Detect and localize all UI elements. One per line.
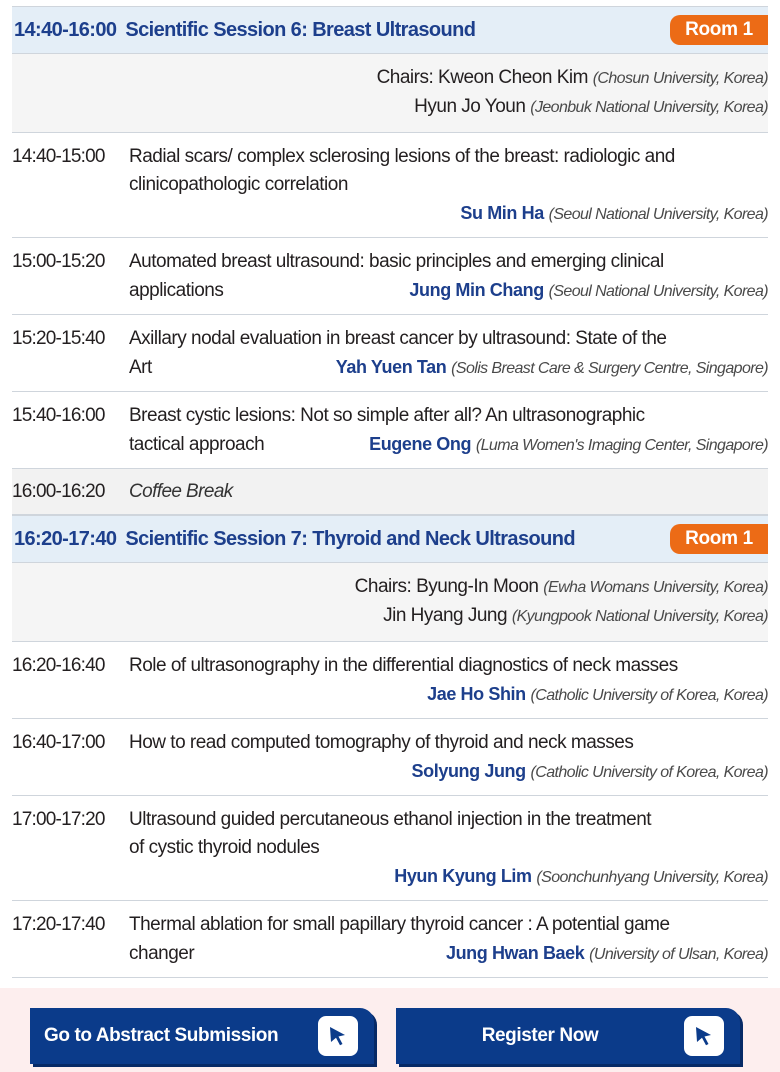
- session-header: [12, 6, 768, 54]
- chair-line: [12, 602, 768, 631]
- session-name: Scientific Session 7: Thyroid and Neck Ultrasound: [125, 527, 575, 550]
- speaker-affiliation: (Solis Breast Care & Surgery Centre, Singapore): [451, 360, 768, 377]
- register-now-label: Register Now: [481, 1025, 599, 1046]
- speaker-affiliation: (Seoul National University, Korea): [548, 206, 768, 223]
- chair-affiliation: (Kyungpook National University, Korea): [511, 608, 768, 625]
- talk-time: 15:20-15:40: [12, 328, 105, 349]
- talk-time: 14:40-15:00: [12, 146, 105, 167]
- talk-row: [12, 392, 768, 469]
- session-title: [14, 528, 575, 551]
- register-now-button[interactable]: [396, 1008, 740, 1064]
- chair-affiliation: (Chosun University, Korea): [592, 70, 768, 87]
- talk-title: Radial scars/ complex sclerosing lesions of the breast: radiologic and: [129, 146, 675, 167]
- talk-row: [12, 238, 768, 315]
- talk-title-cont: Art: [129, 357, 152, 378]
- talk-time: 15:40-16:00: [12, 405, 105, 426]
- talk-title: Axillary nodal evaluation in breast cancer by ultrasound: State of the: [129, 328, 667, 349]
- talk-title: Thermal ablation for small papillary thyroid cancer : A potential game: [129, 914, 670, 935]
- speaker-name: Jung Min Chang: [409, 280, 544, 300]
- abstract-submission-button[interactable]: [30, 1008, 374, 1064]
- talk-row: [12, 315, 768, 392]
- speaker-name: Eugene Ong: [369, 434, 472, 454]
- chairs-label: Chairs:: [354, 576, 417, 597]
- talk-title-cont: tactical approach: [129, 434, 265, 455]
- chairs-block: [12, 563, 768, 642]
- talk-row: [12, 133, 768, 238]
- talk-title-cont: changer: [129, 943, 195, 964]
- break-time: 16:00-16:20: [12, 480, 105, 502]
- chair-affiliation: (Ewha Womans University, Korea): [543, 579, 768, 596]
- talk-title-cont: clinicopathologic correlation: [129, 174, 348, 195]
- break-label: Coffee Break: [129, 480, 233, 502]
- chair-affiliation: (Jeonbuk National University, Korea): [530, 99, 768, 116]
- chair-name: Byung-In Moon: [416, 576, 539, 597]
- talk-title: Automated breast ultrasound: basic principles and emerging clinical: [129, 251, 664, 272]
- speaker-name: Jae Ho Shin: [427, 684, 526, 704]
- speaker-name: Hyun Kyung Lim: [394, 866, 532, 886]
- talk-title-cont: applications: [129, 280, 224, 301]
- speaker-affiliation: (Catholic University of Korea, Korea): [530, 687, 768, 704]
- talk-title: Role of ultrasonography in the differential diagnostics of neck masses: [129, 655, 678, 676]
- chair-name: Hyun Jo Youn: [414, 96, 526, 117]
- chair-name: Kweon Cheon Kim: [438, 67, 588, 88]
- session-time: 16:20-17:40: [14, 527, 117, 550]
- chairs-label: Chairs:: [376, 67, 439, 88]
- speaker-affiliation: (Seoul National University, Korea): [548, 283, 768, 300]
- talk-title: Ultrasound guided percutaneous ethanol injection in the treatment: [129, 809, 652, 830]
- chair-line: [12, 64, 768, 93]
- room-badge: Room 1: [670, 524, 768, 554]
- speaker-affiliation: (University of Ulsan, Korea): [589, 946, 768, 963]
- chair-line: [12, 93, 768, 122]
- talk-time: 16:40-17:00: [12, 732, 105, 753]
- coffee-break-row: [12, 469, 768, 515]
- cursor-click-icon: [684, 1016, 724, 1056]
- talk-time: 16:20-16:40: [12, 655, 105, 676]
- talk-time: 17:00-17:20: [12, 809, 105, 830]
- chairs-block: [12, 54, 768, 133]
- program-schedule: [12, 6, 768, 1024]
- session-time: 14:40-16:00: [14, 18, 117, 41]
- speaker-affiliation: (Luma Women's Imaging Center, Singapore): [475, 437, 768, 454]
- room-badge: Room 1: [670, 15, 768, 45]
- session-header: [12, 515, 768, 563]
- speaker-affiliation: (Soonchunhyang University, Korea): [536, 869, 768, 886]
- speaker-name: Su Min Ha: [460, 203, 544, 223]
- chair-name: Jin Hyang Jung: [383, 605, 508, 626]
- talk-row: [12, 901, 768, 978]
- cursor-click-icon: [318, 1016, 358, 1056]
- talk-row: [12, 642, 768, 719]
- talk-title: Breast cystic lesions: Not so simple after all? An ultrasonographic: [129, 405, 645, 426]
- talk-row: [12, 796, 768, 901]
- speaker-affiliation: (Catholic University of Korea, Korea): [530, 764, 768, 781]
- session-name: Scientific Session 6: Breast Ultrasound: [125, 18, 476, 41]
- talk-title: How to read computed tomography of thyroid and neck masses: [129, 732, 634, 753]
- speaker-name: Jung Hwan Baek: [445, 943, 585, 963]
- talk-row: [12, 719, 768, 796]
- speaker-name: Solyung Jung: [411, 761, 526, 781]
- talk-title-cont: of cystic thyroid nodules: [129, 837, 320, 858]
- session-title: [14, 19, 475, 42]
- chair-line: [12, 573, 768, 602]
- talk-time: 15:00-15:20: [12, 251, 105, 272]
- talk-time: 17:20-17:40: [12, 914, 105, 935]
- speaker-name: Yah Yuen Tan: [335, 357, 447, 377]
- abstract-submission-label: Go to Abstract Submission: [44, 1025, 279, 1046]
